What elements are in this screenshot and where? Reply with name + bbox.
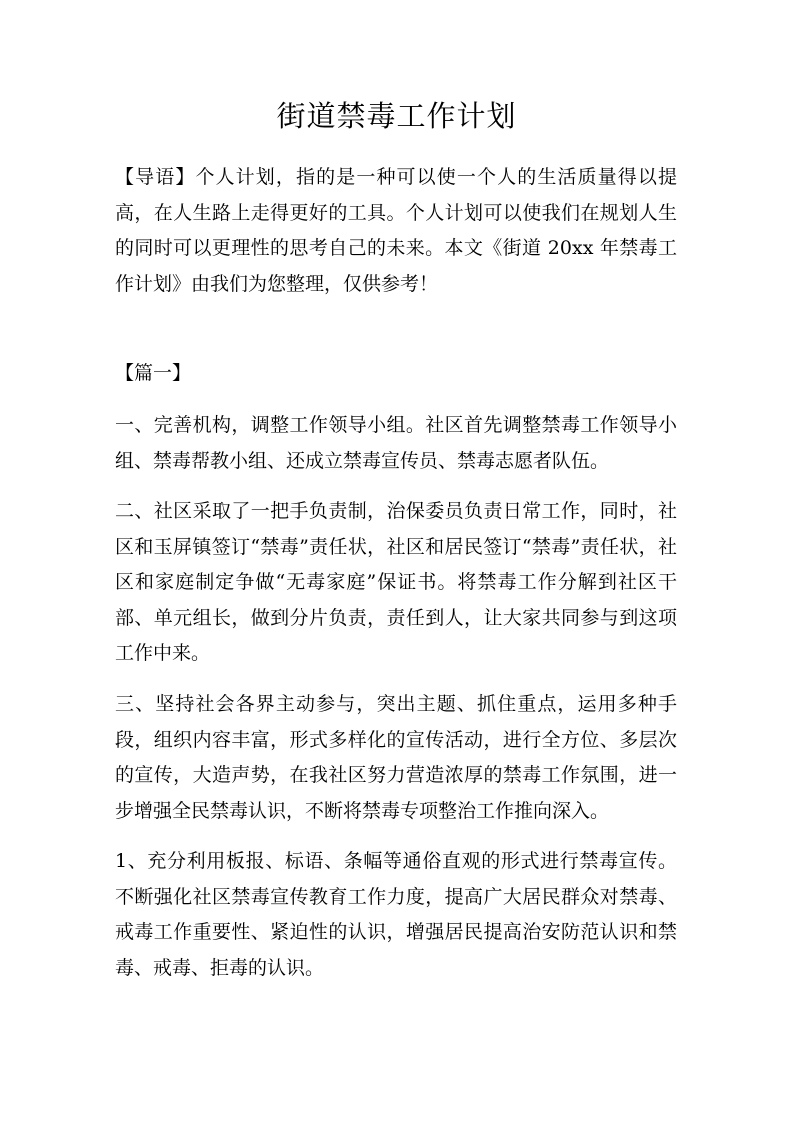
paragraph-1: 一、完善机构，调整工作领导小组。社区首先调整禁毒工作领导小组、禁毒帮教小组、还成立禁毒宣传员、禁毒志愿者队伍。: [115, 414, 677, 472]
page-title: 街道禁毒工作计划: [276, 99, 517, 133]
section-heading: 【篇一】: [115, 362, 192, 384]
paragraph-4: 1、充分利用板报、标语、条幅等通俗直观的形式进行禁毒宣传。不断强化社区禁毒宣传教育工作力度，提高广大居民群众对禁毒、戒毒工作重要性、紧迫性的认识，增强居民提高治安防范认识和禁毒、戒毒、拒毒的认识。: [115, 850, 677, 979]
paragraph-3: 三、坚持社会各界主动参与，突出主题、抓住重点，运用多种手段，组织内容丰富，形式多样化的宣传活动，进行全方位、多层次的宣传，大造声势，在我社区努力营造浓厚的禁毒工作氛围，进一步增强全民禁毒认识，不断将禁毒专项整治工作推向深入。: [115, 693, 677, 822]
paragraph-2: 二、社区采取了一把手负责制，治保委员负责日常工作，同时，社区和玉屏镇签订“禁毒”责任状，社区和居民签订“禁毒”责任状，社区和家庭制定争做“无毒家庭”保证书。将禁毒工作分解到社区干部、单元组长，做到分片负责，责任到人，让大家共同参与到这项工作中来。: [115, 500, 677, 664]
intro-paragraph: 【导语】个人计划，指的是一种可以使一个人的生活质量得以提高，在人生路上走得更好的工具。个人计划可以使我们在规划人生的同时可以更理性的思考自己的未来。本文《街道 20xx 年禁毒工作计划》由我们为您整理，仅供参考！: [115, 166, 677, 295]
